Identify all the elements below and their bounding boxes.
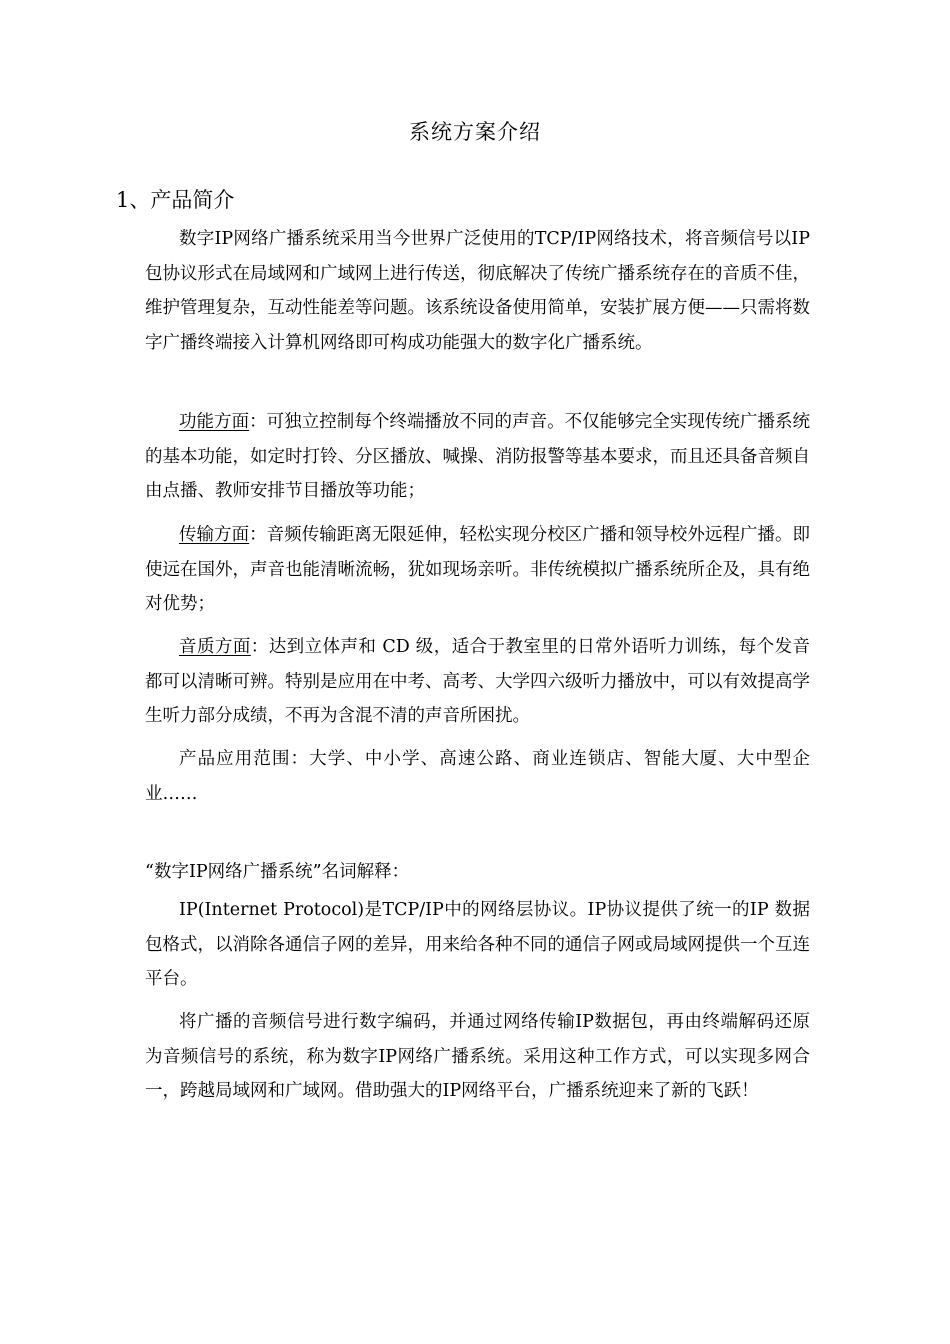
quality-text: ：达到立体声和 CD 级，适合于教室里的日常外语听力训练，每个发音都可以清晰可辨。特别是应用在中考、高考、大学四六级听力播放中，可以有效提高学生听力部分成绩，不再为含混不清的声音所困扰。 <box>145 637 811 726</box>
application-scope-paragraph: 产品应用范围：大学、中小学、高速公路、商业连锁店、智能大厦、大中型企业…… <box>145 749 810 804</box>
transmission-label: 传输方面 <box>179 525 250 545</box>
quality-label: 音质方面 <box>179 637 251 657</box>
function-text: ：可独立控制每个终端播放不同的声音。不仅能够完全实现传统广播系统的基本功能，如定时打铃、分区播放、喊操、消防报警等基本要求，而且还具备音频自由点播、教师安排节目播放等功能； <box>145 412 811 501</box>
transmission-text: ：音频传输距离无限延伸，轻松实现分校区广播和领导校外远程广播。即使远在国外，声音也能清晰流畅，犹如现场亲听。非传统模拟广播系统所企及，具有绝对优势； <box>145 525 811 614</box>
quality-paragraph <box>145 630 810 734</box>
glossary-heading: “数字IP网络广播系统”名词解释： <box>145 862 410 882</box>
transmission-paragraph <box>145 518 810 622</box>
intro-paragraph: 数字IP网络广播系统采用当今世界广泛使用的TCP/IP网络技术，将音频信号以IP包协议形式在局域网和广域网上进行传送，彻底解决了传统广播系统存在的音质不佳，维护管理复杂，互动性能差等问题。该系统设备使用简单，安装扩展方便——只需将数字广播终端接入计算机网络即可构成功能强大的数字化广播系统。 <box>145 229 810 353</box>
function-paragraph <box>145 405 810 509</box>
glossary-paragraph-system: 将广播的音频信号进行数字编码，并通过网络传输IP数据包，再由终端解码还原为音频信号的系统，称为数字IP网络广播系统。采用这种工作方式，可以实现多网合一，跨越局域网和广域网。借助强大的IP网络平台，广播系统迎来了新的飞跃！ <box>145 1012 810 1101</box>
glossary-paragraph-ip: IP(Internet Protocol)是TCP/IP中的网络层协议。IP协议提供了统一的IP 数据包格式，以消除各通信子网的差异，用来给各种不同的通信子网或局域网提供一个互连平台。 <box>145 900 810 989</box>
function-label: 功能方面 <box>179 412 250 432</box>
document-title: 系统方案介绍 <box>409 120 541 144</box>
section-heading-product-intro: 1、产品简介 <box>116 188 235 212</box>
